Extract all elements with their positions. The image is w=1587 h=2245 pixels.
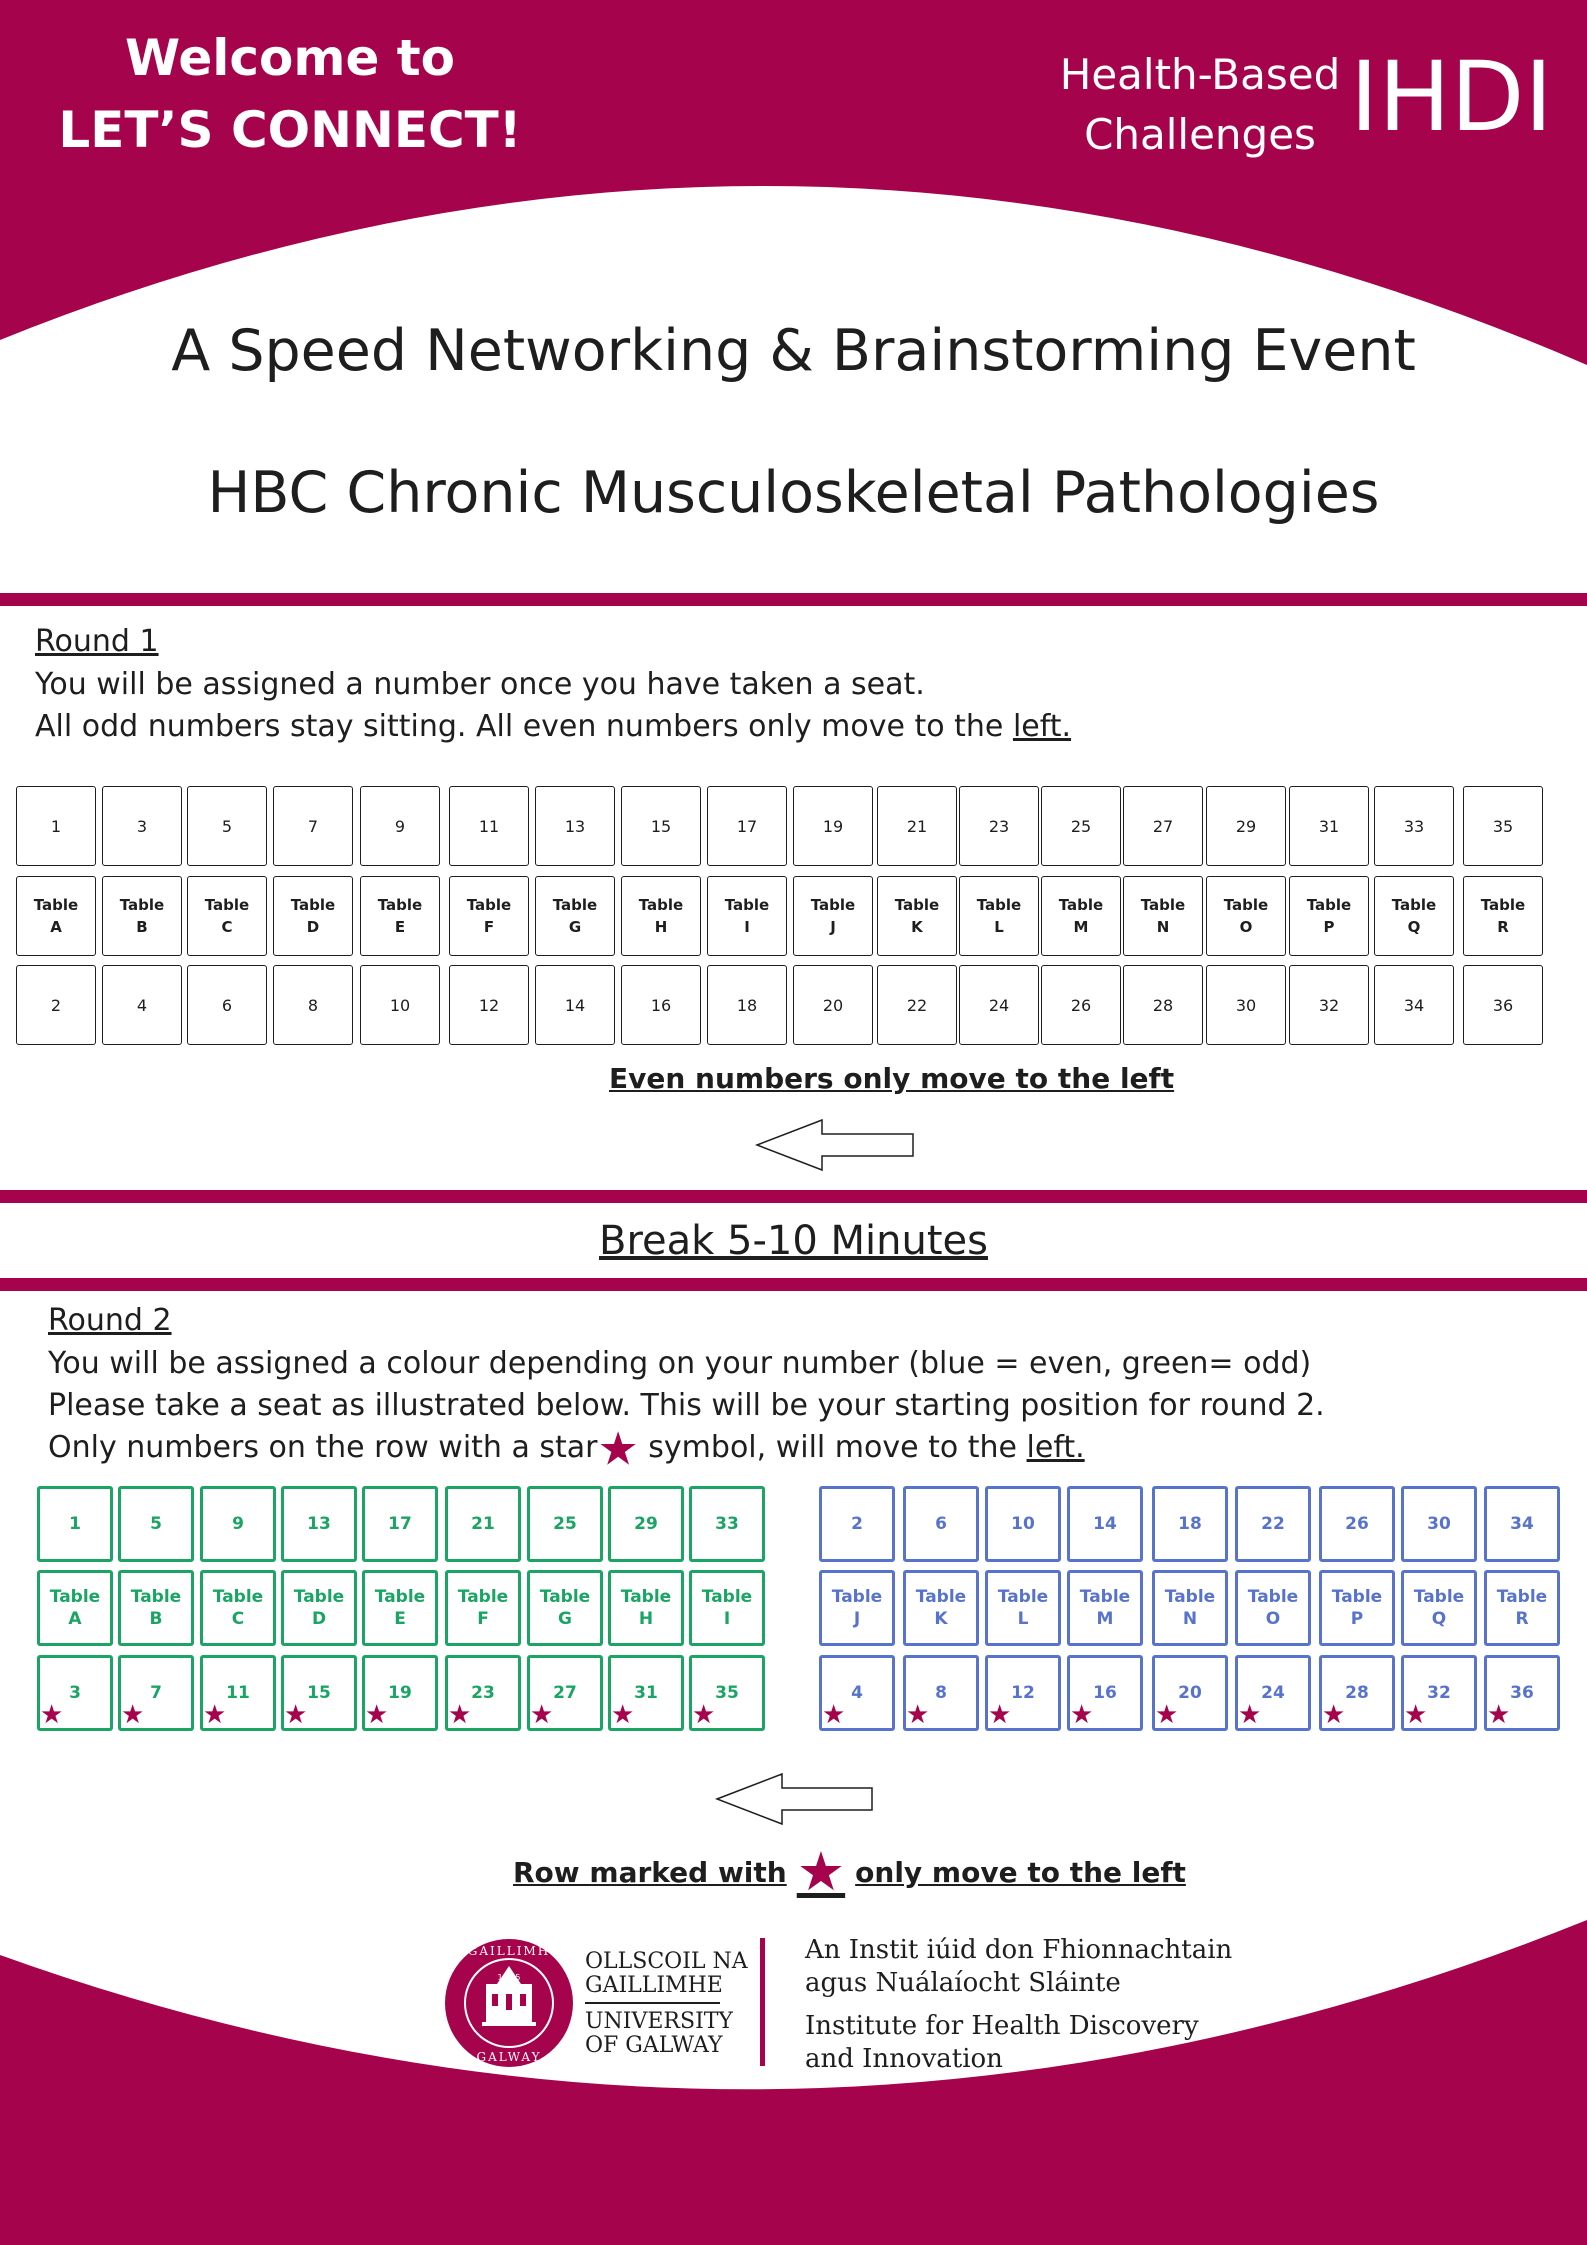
seat-number: 19 [793,786,873,866]
green-table-label: Table G [527,1570,603,1646]
star-icon: ★ [906,1700,930,1730]
break-label [0,1218,1587,1264]
seat-number: 7 [273,786,353,866]
table-label: Table G [535,876,615,956]
seal-ring-bottom: GALWAY [476,2050,542,2064]
green-seat-number: 33 [689,1486,765,1562]
institute-name-english [805,2010,1199,2076]
round1-note: Even numbers only move to the left [609,1062,1175,1095]
star-icon: ★ [988,1700,1012,1730]
blue-seat-number: 34 [1484,1486,1560,1562]
green-table-label: Table A [37,1570,113,1646]
blue-seat-number: 26 [1319,1486,1395,1562]
uni-en-line-2: OF GALWAY [585,2033,723,2058]
welcome-heading [40,22,540,166]
table-label: Table C [187,876,267,956]
hbc-line-2: Challenges [1084,110,1316,159]
blue-table-label: Table P [1319,1570,1395,1646]
table-label: Table E [360,876,440,956]
blue-seat-number: 32 [1401,1655,1477,1731]
blue-seat-number: 22 [1235,1486,1311,1562]
seat-number: 8 [273,965,353,1045]
seat-number: 14 [535,965,615,1045]
round2-heading: Round 2 [48,1303,172,1338]
seat-number: 9 [360,786,440,866]
round1-line-1: You will be assigned a number once you have taken a seat. [35,667,925,702]
seat-number: 12 [449,965,529,1045]
green-table-label: Table B [118,1570,194,1646]
green-table-label: Table C [200,1570,276,1646]
round1-left-arrow-icon [755,1118,915,1172]
event-title: A Speed Networking & Brainstorming Event [171,318,1416,384]
star-icon: ★ [597,1421,639,1476]
seat-number: 34 [1374,965,1454,1045]
divider-band [0,593,1587,606]
seat-number: 2 [16,965,96,1045]
star-icon: ★ [1487,1700,1511,1730]
seat-number: 6 [187,965,267,1045]
green-seat-number: 23 [445,1655,521,1731]
green-seat-number: 31 [608,1655,684,1731]
green-seat-number: 25 [527,1486,603,1562]
green-seat-number: 3 [37,1655,113,1731]
blue-seat-number: 10 [985,1486,1061,1562]
seat-number: 33 [1374,786,1454,866]
break-label-text: Break 5-10 Minutes [599,1218,988,1264]
blue-seat-number: 18 [1152,1486,1228,1562]
green-table-label: Table E [362,1570,438,1646]
green-seat-number: 7 [118,1655,194,1731]
uni-en-line-1: UNIVERSITY [585,2009,733,2034]
green-table-label: Table H [608,1570,684,1646]
university-name-irish [585,1950,748,1998]
star-icon: ★ [1322,1700,1346,1730]
inst-irish-line-1: An Instit iúid don Fhionnachtain [805,1935,1233,1965]
seat-number: 30 [1206,965,1286,1045]
seat-number: 32 [1289,965,1369,1045]
seat-number: 3 [102,786,182,866]
logo-vertical-rule [760,1938,765,2066]
round1-line-2-text: All odd numbers stay sitting. All even numbers only move to the [35,709,1004,744]
star-icon: ★ [121,1700,145,1730]
star-icon: ★ [365,1700,389,1730]
round2-left-arrow-icon [715,1772,875,1826]
seat-number: 1 [16,786,96,866]
blue-seat-number: 24 [1235,1655,1311,1731]
seat-number: 29 [1206,786,1286,866]
blue-seat-number: 28 [1319,1655,1395,1731]
table-label: Table O [1206,876,1286,956]
footer-swoosh [0,1920,1587,2245]
star-icon: ★ [1238,1700,1262,1730]
table-label: Table R [1463,876,1543,956]
blue-seat-number: 14 [1067,1486,1143,1562]
seal-year: 18 45 [497,1973,521,1982]
seat-number: 17 [707,786,787,866]
seat-number: 22 [877,965,957,1045]
inst-irish-line-2: agus Nuálaíocht Sláinte [805,1968,1121,1998]
blue-seat-number: 36 [1484,1655,1560,1731]
logo-divider [585,2002,720,2004]
uni-irish-line-2: GAILLIMHE [585,1973,723,1998]
blue-table-label: Table Q [1401,1570,1477,1646]
blue-seat-number: 20 [1152,1655,1228,1731]
round2-line-3-mid: symbol, will move to the [648,1430,1017,1465]
table-label: Table J [793,876,873,956]
round2-line-1: You will be assigned a colour depending on your number (blue = even, green= odd) [48,1346,1312,1381]
green-seat-number: 21 [445,1486,521,1562]
star-icon: ★ [1070,1700,1094,1730]
blue-table-label: Table K [903,1570,979,1646]
green-seat-number: 15 [281,1655,357,1731]
seat-number: 4 [102,965,182,1045]
seat-number: 26 [1041,965,1121,1045]
green-seat-number: 35 [689,1655,765,1731]
blue-seat-number: 6 [903,1486,979,1562]
star-icon: ★ [1155,1700,1179,1730]
round2-line-3-pre: Only numbers on the row with a star [48,1430,598,1465]
seat-number: 28 [1123,965,1203,1045]
star-icon: ★ [822,1700,846,1730]
green-seat-number: 5 [118,1486,194,1562]
table-label: Table Q [1374,876,1454,956]
seat-number: 21 [877,786,957,866]
seat-number: 35 [1463,786,1543,866]
table-label: Table B [102,876,182,956]
table-label: Table A [16,876,96,956]
blue-seat-number: 30 [1401,1486,1477,1562]
table-label: Table M [1041,876,1121,956]
round1-left-link: left. [1012,709,1072,744]
topic-title: HBC Chronic Musculoskeletal Pathologies [207,460,1380,526]
green-seat-number: 9 [200,1486,276,1562]
blue-seat-number: 2 [819,1486,895,1562]
divider-band [0,1190,1587,1203]
inst-en-line-1: Institute for Health Discovery [805,2011,1199,2041]
green-seat-number: 13 [281,1486,357,1562]
table-label: Table F [449,876,529,956]
seat-number: 24 [959,965,1039,1045]
star-icon: ★ [1404,1700,1428,1730]
round2-left-link: left. [1026,1430,1085,1465]
green-seat-number: 1 [37,1486,113,1562]
table-label: Table L [959,876,1039,956]
divider-band [0,1278,1587,1291]
seat-number: 25 [1041,786,1121,866]
seat-number: 18 [707,965,787,1045]
star-icon: ★ [40,1700,64,1730]
round2-line-3 [48,1421,1085,1476]
green-table-label: Table I [689,1570,765,1646]
blue-seat-number: 8 [903,1655,979,1731]
university-name-english [585,2010,733,2058]
table-label: Table H [621,876,701,956]
green-table-label: Table D [281,1570,357,1646]
green-seat-number: 11 [200,1655,276,1731]
star-icon: ★ [692,1700,716,1730]
green-seat-number: 27 [527,1655,603,1731]
university-seal-icon [442,1936,576,2070]
blue-table-label: Table O [1235,1570,1311,1646]
star-icon: ★ [530,1700,554,1730]
blue-seat-number: 16 [1067,1655,1143,1731]
blue-table-label: Table J [819,1570,895,1646]
seal-ring-top: GAILLIMH [467,1944,551,1958]
round2-note [513,1840,1186,1903]
seat-number: 5 [187,786,267,866]
seat-number: 10 [360,965,440,1045]
green-seat-number: 19 [362,1655,438,1731]
round2-line-2: Please take a seat as illustrated below. This will be your starting position for round 2. [48,1388,1325,1423]
star-icon: ★ [796,1840,846,1903]
seat-number: 20 [793,965,873,1045]
uni-irish-line-1: OLLSCOIL NA [585,1949,748,1974]
ihdi-logo-text: IHDI [1350,41,1553,153]
star-icon: ★ [203,1700,227,1730]
institute-name-irish [805,1934,1232,2000]
round1-line-2 [35,706,1071,748]
blue-table-label: Table M [1067,1570,1143,1646]
seat-number: 27 [1123,786,1203,866]
seat-number: 31 [1289,786,1369,866]
green-table-label: Table F [445,1570,521,1646]
welcome-line-1: Welcome to [124,29,456,87]
table-label: Table N [1123,876,1203,956]
blue-seat-number: 4 [819,1655,895,1731]
hbc-line-1: Health-Based [1059,50,1341,99]
blue-table-label: Table R [1484,1570,1560,1646]
seat-number: 15 [621,786,701,866]
welcome-line-2: LET’S CONNECT! [58,101,522,159]
seat-number: 16 [621,965,701,1045]
blue-table-label: Table L [985,1570,1061,1646]
green-seat-number: 29 [608,1486,684,1562]
seat-number: 13 [535,786,615,866]
round2-note-post: only move to the left [855,1855,1186,1889]
inst-en-line-2: and Innovation [805,2044,1003,2074]
hbc-label [1045,45,1355,165]
table-label: Table K [877,876,957,956]
round1-heading: Round 1 [35,624,159,659]
table-label: Table P [1289,876,1369,956]
table-label: Table D [273,876,353,956]
green-seat-number: 17 [362,1486,438,1562]
star-icon: ★ [284,1700,308,1730]
table-label: Table I [707,876,787,956]
blue-table-label: Table N [1152,1570,1228,1646]
seat-number: 23 [959,786,1039,866]
seat-number: 36 [1463,965,1543,1045]
star-icon: ★ [448,1700,472,1730]
round2-note-pre: Row marked with [513,1855,787,1889]
star-icon: ★ [611,1700,635,1730]
blue-seat-number: 12 [985,1655,1061,1731]
seat-number: 11 [449,786,529,866]
